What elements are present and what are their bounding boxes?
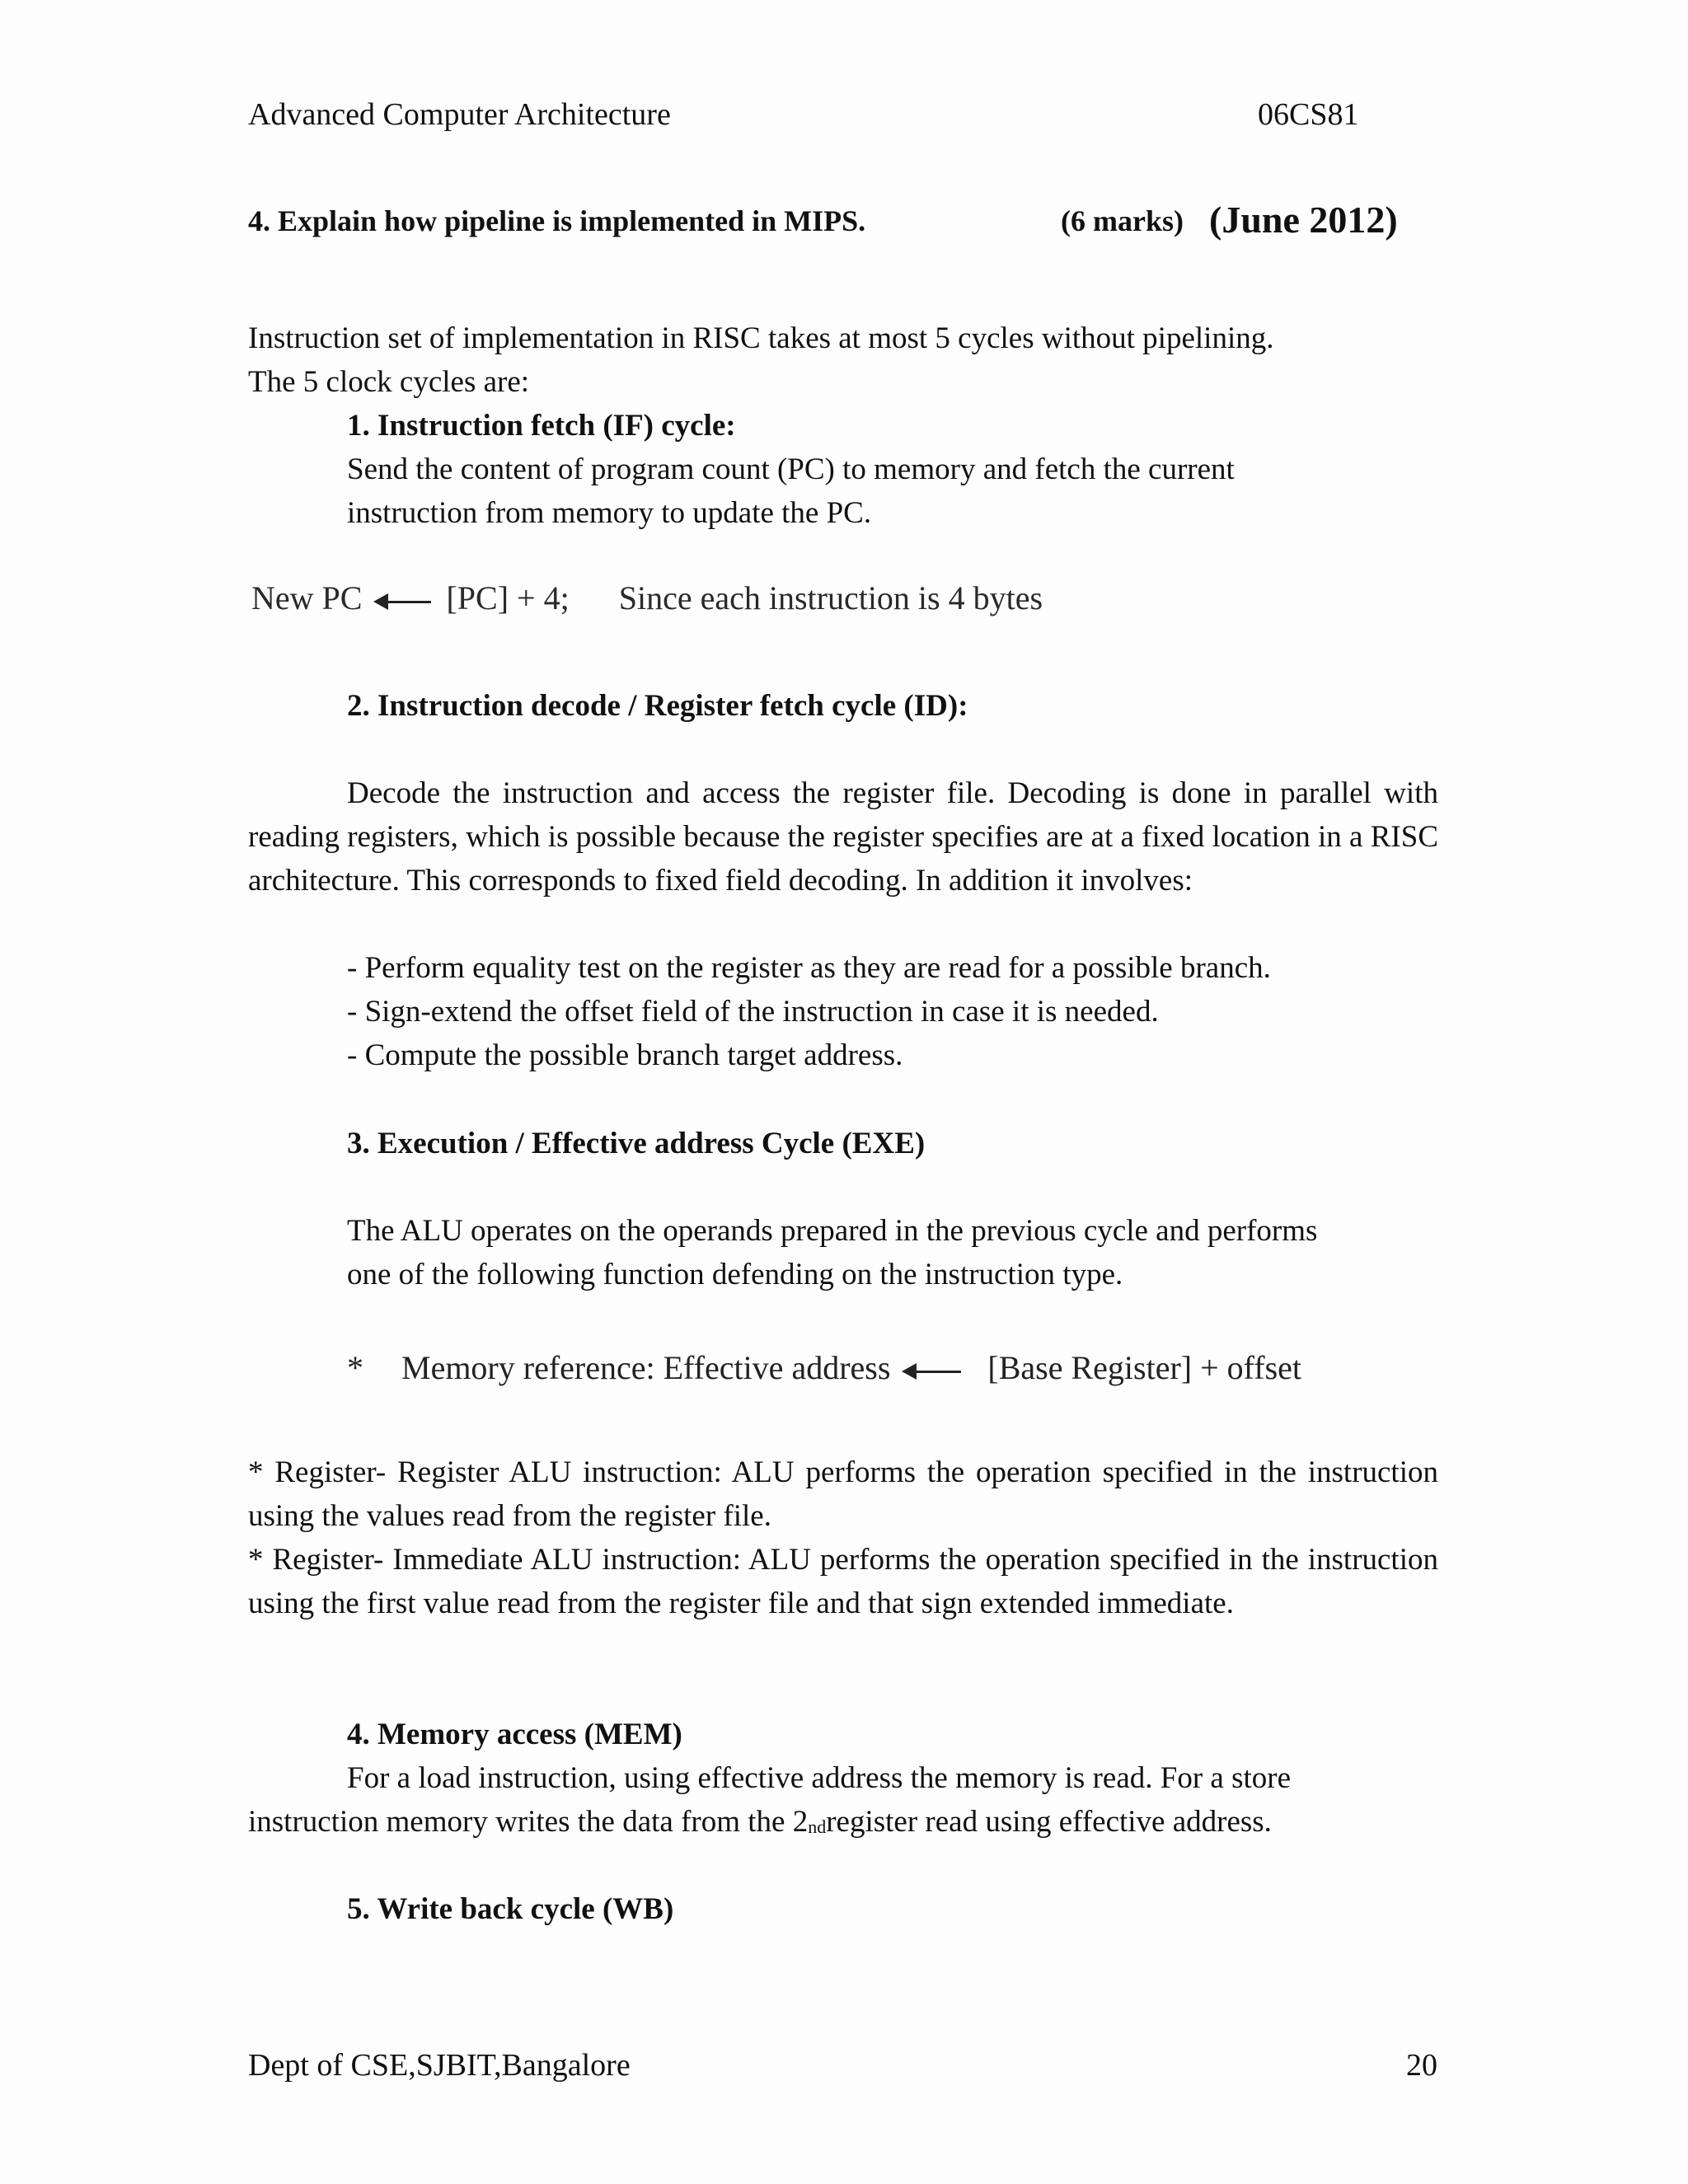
question-text: 4. Explain how pipeline is implemented in MIPS. xyxy=(248,204,866,237)
step1-heading: 1. Instruction fetch (IF) cycle: xyxy=(347,409,736,443)
question-date: (June 2012) xyxy=(1209,199,1398,241)
figure-memory-reference xyxy=(347,1348,1301,1387)
step4-line-1: For a load instruction, using effective address the memory is read. For a store xyxy=(347,1761,1291,1795)
step2-bullet-2: - Sign-extend the offset field of the instruction in case it is needed. xyxy=(347,995,1159,1029)
step2-bullet-1: - Perform equality test on the register as they are read for a possible branch. xyxy=(347,951,1271,985)
running-header-title: Advanced Computer Architecture xyxy=(248,97,671,132)
page-number: 20 xyxy=(1406,2048,1437,2083)
alu-register-immediate: * Register- Immediate ALU instruction: ALU performs the operation specified in the instruction using the first value read from the register file and that sign extended immediate. xyxy=(248,1543,1438,1620)
step4-line-2-pre: instruction memory writes the data from the 2 xyxy=(248,1805,809,1839)
step2-heading: 2. Instruction decode / Register fetch cycle (ID): xyxy=(347,689,968,723)
left-arrow-icon xyxy=(373,593,431,610)
figure1-note: Since each instruction is 4 bytes xyxy=(618,579,1043,616)
step4-line-2-post: register read using effective address. xyxy=(826,1805,1272,1839)
step2-paragraph: Decode the instruction and access the register file. Decoding is done in parallel with reading registers, which is possible because the register specifies are at a fixed location in a RISC architecture. This corresponds to fixed field decoding. In addition it involves: xyxy=(248,776,1438,898)
alu-register-register: * Register- Register ALU instruction: ALU performs the operation specified in the instruction using the values read from the register file. xyxy=(248,1455,1438,1533)
figure2-lhs: Memory reference: Effective address xyxy=(401,1349,891,1386)
step3-line-1: The ALU operates on the operands prepared in the previous cycle and performs xyxy=(347,1214,1318,1248)
step4-line-2 xyxy=(248,1800,1272,1847)
figure-new-pc xyxy=(251,579,1043,617)
step1-line-2: instruction from memory to update the PC. xyxy=(347,496,872,530)
footer-dept: Dept of CSE,SJBIT,Bangalore xyxy=(248,2048,631,2083)
step3-line-2: one of the following function defending on the instruction type. xyxy=(347,1258,1123,1291)
figure2-rhs: [Base Register] + offset xyxy=(987,1349,1302,1386)
figure1-lhs: New PC xyxy=(251,579,363,616)
step4-heading: 4. Memory access (MEM) xyxy=(347,1718,682,1751)
step2-bullet-3: - Compute the possible branch target address. xyxy=(347,1038,903,1072)
running-header-code: 06CS81 xyxy=(1258,97,1359,132)
ordinal-suffix: nd xyxy=(808,1816,827,1837)
figure1-rhs: [PC] + 4; xyxy=(446,579,570,616)
intro-line-2: The 5 clock cycles are: xyxy=(248,365,530,399)
left-arrow-icon xyxy=(902,1363,961,1380)
step5-heading: 5. Write back cycle (WB) xyxy=(347,1892,674,1926)
figure2-star: * xyxy=(347,1349,363,1386)
question-marks: (6 marks) xyxy=(1061,204,1184,237)
step3-heading: 3. Execution / Effective address Cycle (EXE) xyxy=(347,1127,926,1160)
step1-line-1: Send the content of program count (PC) to memory and fetch the current xyxy=(347,452,1235,486)
intro-line-1: Instruction set of implementation in RISC takes at most 5 cycles without pipelining. xyxy=(248,321,1274,355)
